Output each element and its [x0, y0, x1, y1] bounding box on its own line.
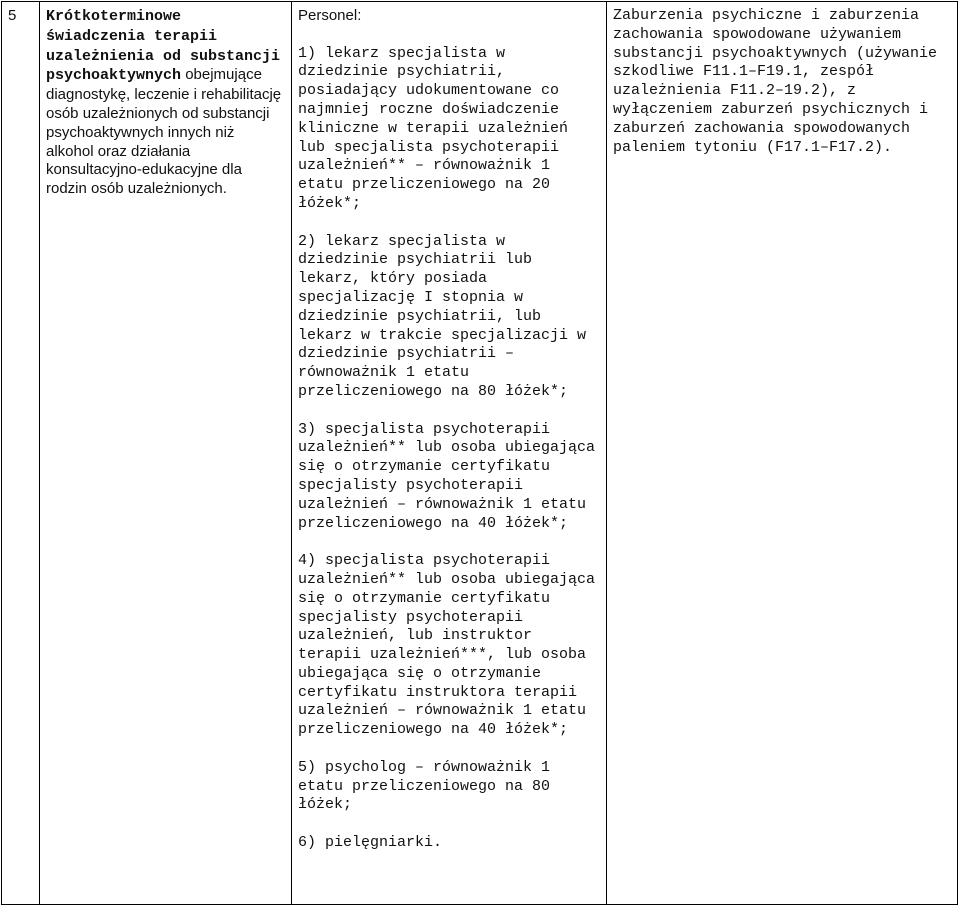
diagnoses-cell — [607, 2, 958, 905]
staff-requirements-cell — [292, 2, 607, 905]
service-name: Krótkoterminowe świadczenia terapii uzależnienia od substancji psychoaktywnych — [46, 8, 281, 85]
service-description: obejmujące diagnostykę, leczenie i rehabilitację osób uzależnionych od substancji psychoaktywnych innych niż alkohol oraz działania konsultacyjno-edukacyjne dla rodzin osób uzależnionych. — [46, 66, 282, 198]
row-number-cell — [2, 2, 40, 905]
row-number: 5 — [8, 7, 17, 24]
staff-item: 3) specjalista psychoterapii uzależnień** lub osoba ubiegająca się o otrzymanie certyfikatu specjalisty psychoterapii uzależnień – równoważnik 1 etatu przeliczeniowego na 40 łóżek*; — [298, 420, 596, 532]
staff-item: 2) lekarz specjalista w dziedzinie psychiatrii lub lekarz, który posiada specjalizację I stopnia w dziedzinie psychiatrii, lub lekarz w trakcie specjalizacji w dziedzinie psychiatrii – równoważnik 1 etatu przeliczeniowego na 80 łóżek*; — [298, 232, 587, 400]
staff-item: 1) lekarz specjalista w dziedzinie psychiatrii, posiadający udokumentowane co najmniej roczne doświadczenie kliniczne w terapii uzależnień lub specjalista psychoterapii uzależnień** – równoważnik 1 etatu przeliczeniowego na 20 łóżek*; — [298, 44, 569, 212]
staff-item: 6) pielęgniarki. — [298, 834, 443, 852]
service-name-cell — [40, 2, 292, 905]
staff-heading: Personel: — [298, 7, 362, 24]
diagnoses-text: Zaburzenia psychiczne i zaburzenia zachowania spowodowane używaniem substancji psychoaktywnych (używanie szkodliwe F11.1–F19.1, zespół uzależnienia F11.2–19.2), z wyłączeniem zaburzeń psychicznych i zaburzeń zachowania spowodowanych paleniem tytoniu (F17.1–F17.2). — [613, 7, 938, 156]
staff-item: 5) psycholog – równoważnik 1 etatu przeliczeniowego na 80 łóżek; — [298, 758, 551, 814]
requirements-table — [1, 1, 958, 905]
table-row — [2, 2, 958, 905]
staff-item: 4) specjalista psychoterapii uzależnień** lub osoba ubiegająca się o otrzymanie certyfikatu specjalisty psychoterapii uzależnień, lub instruktor terapii uzależnień***, lub osoba ubiegająca się o otrzymanie certyfikatu instruktora terapii uzależnień – równoważnik 1 etatu przeliczeniowego na 40 łóżek*; — [298, 552, 596, 739]
